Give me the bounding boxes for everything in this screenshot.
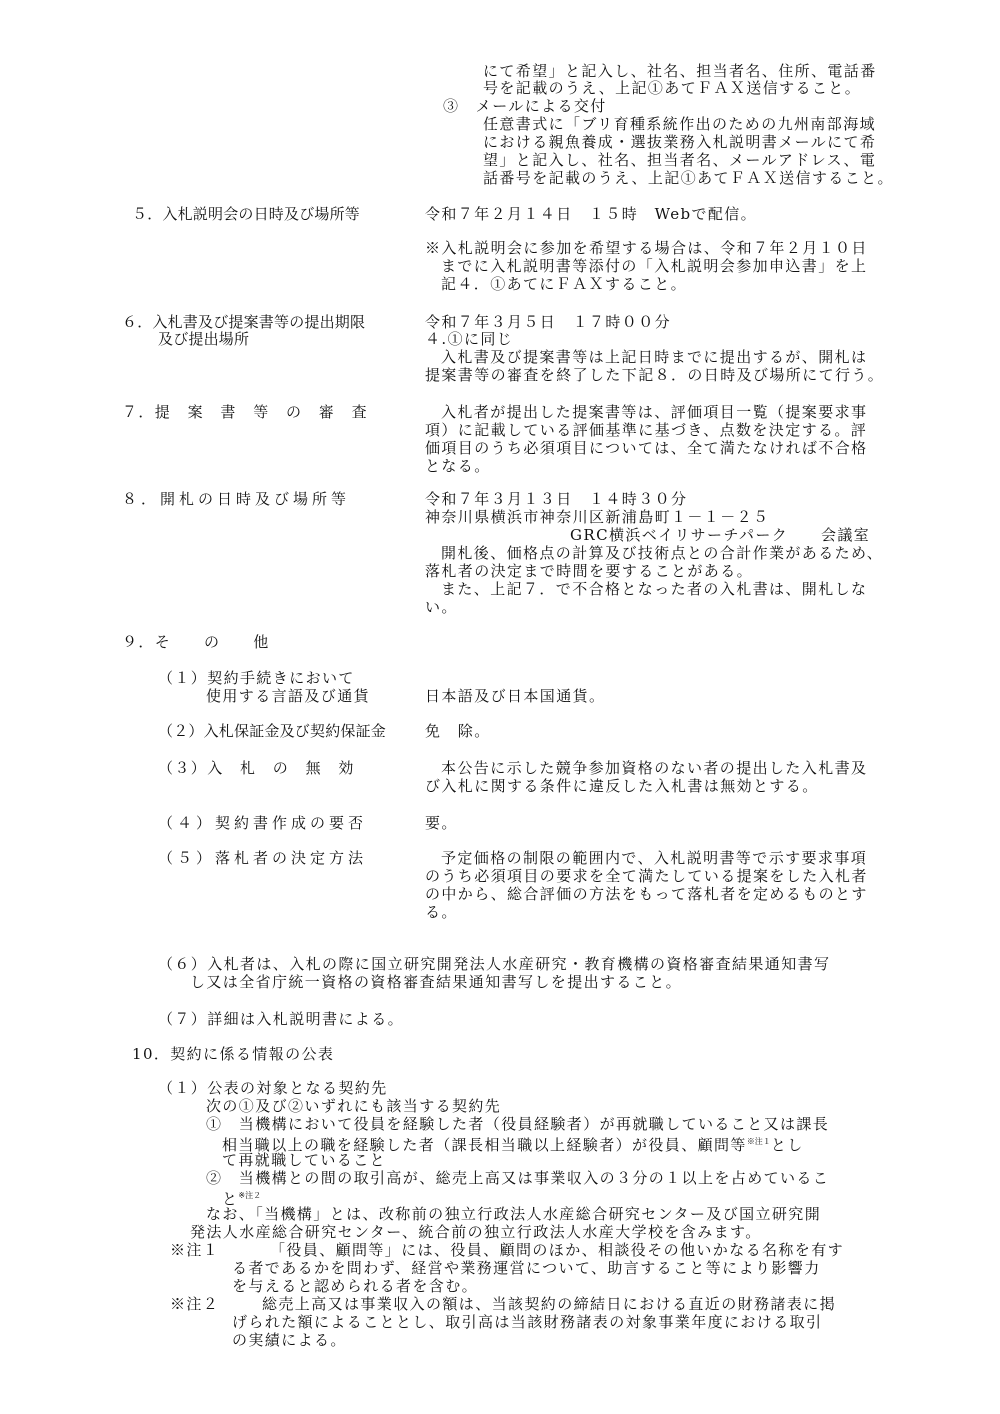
section-10-cond-1-line-3: て再就職していること [222,1151,387,1169]
section-6-line-2: ４.①に同じ [425,330,514,348]
cond-1-text: 相当職以上の職を経験した者（課長相当職以上経験者）が役員、顧問等 [222,1136,747,1154]
section-8-line-6: また、上記７．で不合格となった者の入札書は、開札しな [441,580,868,598]
footnote-2-heading: ※注２ [170,1295,220,1313]
section-9-item-4-label: （４）契約書作成の要否 [158,814,368,832]
footnote-2-line-1: 総売上高又は事業収入の額は、当該契約の締結日における直近の財務諸表に掲 [262,1295,837,1313]
section-8-line-2: 神奈川県横浜市神奈川区新浦島町１－１－２５ [425,508,770,526]
section-7-line-3: 価項目のうち必須項目については、全て満たなければ不合格 [425,439,868,457]
footnote-1-line-3: を与えると認められる者を含む。 [232,1277,479,1295]
footnote-2-line-2: げられた額によることとし、取引高は当該財務諸表の対象事業年度における取引 [232,1313,823,1331]
section-9-item-2-label: （２）入札保証金及び契約保証金 [158,722,387,740]
section-5-line-4: 記４．①あてにＦＡＸすること。 [441,275,688,293]
section-9-item-2-value: 免 除。 [425,722,491,740]
footnote-1-line-1: 「役員、顧問等」には、役員、顧問のほか、相談役その他いかなる名称を有す [270,1241,845,1259]
section-9-item-3-value-1: 本公告に示した競争参加資格のない者の提出した入札書及 [441,759,868,777]
section-9-item-3-value-2: び入札に関する条件に違反した入札書は無効とする。 [425,777,819,795]
section-7-line-1: 入札者が提出した提案書等は、評価項目一覧（提案要求事 [441,403,868,421]
section-6-label-1: ６．入札書及び提案書等の提出期限 [122,313,366,331]
section-10-label: 10．契約に係る情報の公表 [132,1045,335,1063]
footnote-1-heading: ※注１ [170,1241,220,1259]
section-8-line-3: GRC横浜ベイリサーチパーク 会議室 [570,526,871,544]
section-9-item-6-line-2: し又は全省庁統一資格の資格審査結果通知書写しを提出すること。 [190,973,683,991]
section-9-item-1-value: 日本語及び日本国通貨。 [425,687,606,705]
section-7-label: ７．提 案 書 等 の 審 査 [122,403,369,421]
section-5-line-2: ※入札説明会に参加を希望する場合は、令和７年２月１０日 [425,239,868,257]
section-5-label: ５．入札説明会の日時及び場所等 [132,205,361,223]
section-9-item-5-value-3: の中から、総合評価の方法をもって落札者を定めるものとす [425,885,868,903]
section-10-cond-2-line-1: ② 当機構との間の取引高が、総売上高又は事業収入の３分の１以上を占めているこ [206,1169,830,1187]
section-8-line-4: 開札後、価格点の計算及び技術点との合計作業があるため、 [441,544,884,562]
section-10-note-line-1: なお、「当機構」とは、改称前の独立行政法人水産総合研究センター及び国立研究開 [206,1205,822,1223]
section-9-label: ９．そ の 他 [122,633,270,651]
section-10-cond-1-line-1: ① 当機構において役員を経験した者（役員経験者）が再就職していること又は課長 [206,1115,830,1133]
top-line-4: 任意書式に「ブリ育種系統作出のための九州南部海域 [483,115,877,133]
section-9-item-5-value-2: のうち必須項目の要求を全て満たしている提案をした入札者 [425,867,868,885]
top-line-7: 話番号を記載のうえ、上記①あてＦＡＸ送信すること。 [483,169,894,187]
section-9-item-5-value-4: る。 [425,903,458,921]
footnote-2-line-3: の実績による。 [232,1331,347,1349]
section-9-item-6-line-1: （６）入札者は、入札の際に国立研究開発法人水産研究・教育機構の資格審査結果通知書写 [158,955,831,973]
section-8-line-1: 令和７年３月１３日 １４時３０分 [425,490,688,508]
section-7-line-4: となる。 [425,457,491,475]
section-6-line-4: 提案書等の審査を終了した下記８．の日時及び場所にて行う。 [425,366,885,384]
section-8-label: ８．開札の日時及び場所等 [122,490,351,508]
top-line-5: における親魚養成・選抜業務入札説明書メールにて希 [483,133,877,151]
section-10-item-1-title: （１）公表の対象となる契約先 [158,1079,388,1097]
section-9-item-7: （７）詳細は入札説明書による。 [158,1010,405,1028]
top-line-2: 号を記載のうえ、上記①あてＦＡＸ送信すること。 [483,79,862,97]
section-9-item-5-label: （５）落札者の決定方法 [158,849,368,867]
section-6-line-3: 入札書及び提案書等は上記日時までに提出するが、開札は [441,348,868,366]
section-8-line-7: い。 [425,598,458,616]
section-5-line-1: 令和７年２月１４日 １５時 Webで配信。 [425,205,758,223]
top-line-3: ③ メールによる交付 [443,97,607,115]
section-6-line-1: 令和７年３月５日 １７時００分 [425,313,672,331]
note-2-ref: ※注２ [238,1191,262,1200]
section-10-item-1-sub: 次の①及び②いずれにも該当する契約先 [206,1097,502,1115]
section-9-item-3-label: （３）入 札 の 無 効 [158,759,355,777]
section-9-item-1-label-2: 使用する言語及び通貨 [206,687,371,705]
note-1-ref: ※注１ [746,1137,771,1146]
section-9-item-5-value-1: 予定価格の制限の範囲内で、入札説明書等で示す要求事項 [441,849,868,867]
top-line-6: 望」と記入し、社名、担当者名、メールアドレス、電 [483,151,877,169]
section-7-line-2: 項）に記載している評価基準に基づき、点数を決定する。評 [425,421,868,439]
section-5-line-3: までに入札説明書等添付の「入札説明会参加申込書」を上 [441,257,868,275]
section-9-item-4-value: 要。 [425,814,458,832]
cond-2-text: と [222,1190,239,1208]
section-9-item-1-label-1: （１）契約手続きにおいて [158,669,355,687]
section-6-label-2: 及び提出場所 [158,330,250,348]
section-8-line-5: 落札者の決定まで時間を要することがある。 [425,562,754,580]
footnote-1-line-2: る者であるかを問わず、経営や業務運営について、助言すること等により影響力 [232,1259,821,1277]
section-10-note-line-2: 発法人水産総合研究センター、統合前の独立行政法人水産大学校を含みます。 [190,1223,762,1241]
top-line-1: にて希望」と記入し、社名、担当者名、住所、電話番 [483,62,877,80]
cond-1-tail: とし [770,1136,804,1154]
